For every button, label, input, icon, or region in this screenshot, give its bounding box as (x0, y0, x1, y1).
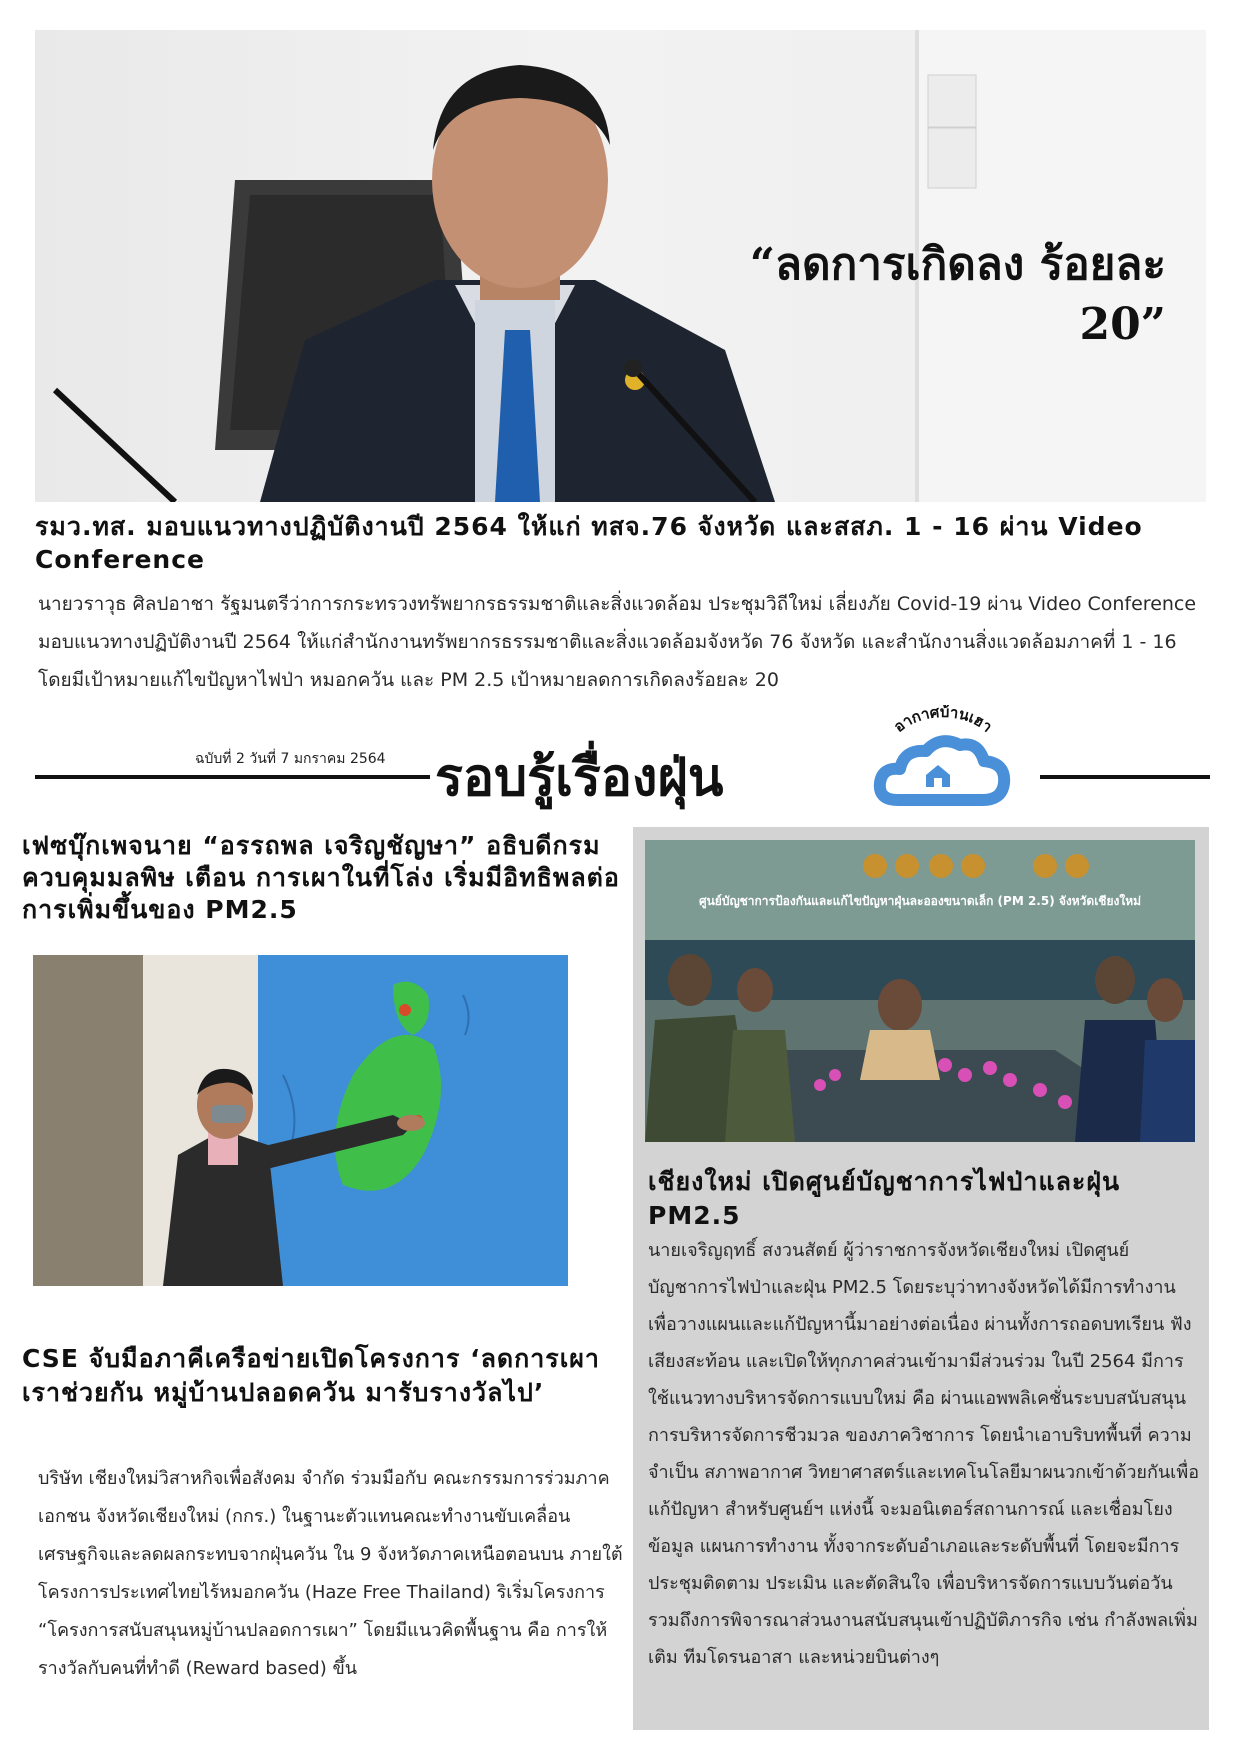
svg-text:อากาศบ้านเฮา (890, 705, 996, 736)
cse-story-headline: CSE จับมือภาคีเครือข่ายเปิดโครงการ ‘ลดการเผาเราช่วยกัน หมู่บ้านปลอดควัน มารับรางวัลไป’ (22, 1344, 600, 1407)
logo-arc-text: อากาศบ้านเฮา (890, 705, 996, 736)
issue-date: ฉบับที่ 2 วันที่ 7 มกราคม 2564 (195, 751, 386, 767)
cse-story-body: บริษัท เชียงใหม่วิสาหกิจเพื่อสังคม จำกัด ร่วมมือกับ คณะกรรมการร่วมภาคเอกชน จังหวัดเชียงใหม่ (กกร.) ในฐานะตัวแทนคณะทำงานขับเคลื่อนเศรษฐกิจและลดผลกระทบจากฝุ่นควัน ใน 9 จังหวัดภาคเหนือตอนบน ภายใต้โครงการประเทศไทยไร้หมอกควัน (Haze Free Thailand) ริเริ่มโครงการ “โครงการสนับสนุนหมู่บ้านปลอดการเผา” โดยมีแนวคิดพื้นฐาน คือ การให้รางวัลกับคนที่ทำดี (Reward based) ขึ้น (38, 1468, 623, 1679)
masthead-title: รอบรู้เรื่องฝุ่น (435, 747, 724, 808)
masthead-rule-left (35, 775, 430, 779)
meeting-illustration (645, 840, 1195, 1142)
lead-headline: รมว.ทส. มอบแนวทางปฏิบัติงานปี 2564 ให้แก่ ทสจ.76 จังหวัด และสสภ. 1 - 16 ผ่าน Video Conference (35, 512, 1143, 574)
hero-quote: “ลดการเกิดลง ร้อยละ 20” (749, 239, 1166, 350)
lead-body: นายวราวุธ ศิลปอาชา รัฐมนตรีว่าการกระทรวงทรัพยากรธรรมชาติและสิ่งแวดล้อม ประชุมวิถีใหม่ เลี่ยงภัย Covid-19 ผ่าน Video Conference มอบแนวทางปฏิบัติงานปี 2564 ให้แก่สำนักงานทรัพยากรธรรมชาติและสิ่งแวดล้อมจังหวัด 76 จังหวัด และสำนักงานสิ่งแวดล้อมภาคที่ 1 - 16 โดยมีเป้าหมายแก้ไขปัญหาไฟป่า หมอกควัน และ PM 2.5 เป้าหมายลดการเกิดลงร้อยละ 20 (38, 593, 1197, 691)
facebook-story-headline: เฟซบุ๊กเพจนาย “อรรถพล เจริญชัญษา” อธิบดีกรมควบคุมมลพิษ เตือน การเผาในที่โล่ง เริ่มมีอิทธิพลต่อการเพิ่มขึ้นของ PM2.5 (22, 831, 620, 924)
hero-photo (35, 30, 1206, 502)
chiangmai-story-headline: เชียงใหม่ เปิดศูนย์บัญชาการไฟป่าและฝุ่น PM2.5 (648, 1167, 1121, 1230)
chiangmai-story-body: นายเจริญฤทธิ์ สงวนสัตย์ ผู้ว่าราชการจังหวัดเชียงใหม่ เปิดศูนย์บัญชาการไฟป่าและฝุ่น PM2.5 โดยระบุว่าทางจังหวัดได้มีการทำงานเพื่อวางแผนและแก้ปัญหานี้มาอย่างต่อเนื่อง ผ่านทั้งการถอดบทเรียน ฟังเสียงสะท้อน และเปิดให้ทุกภาคส่วนเข้ามามีส่วนร่วม ในปี 2564 มีการใช้แนวทางบริหารจัดการแบบใหม่ คือ ผ่านแอพพลิเคชั่นระบบสนับสนุนการบริหารจัดการชีวมวล ของภาควิชาการ โดยนำเอาบริบทพื้นที่ ความจำเป็น สภาพอากาศ วิทยาศาสตร์และเทคโนโลยีมาผนวกเข้าด้วยกันเพื่อแก้ปัญหา สำหรับศูนย์ฯ แห่งนี้ จะมอนิเตอร์สถานการณ์ และเชื่อมโยงข้อมูล แผนการทำงาน ทั้งจากระดับอำเภอและระดับพื้นที่ โดยจะมีการประชุมติดตาม ประเมิน และตัดสินใจ เพื่อบริหารจัดการแบบวันต่อวัน รวมถึงการพิจารณาส่วนงานสนับสนุนเข้าปฏิบัติภารกิจ เช่น กำลังพลเพิ่มเติม ทีมโดรนอาสา และหน่วยบินต่างๆ (648, 1240, 1200, 1668)
weather-map-illustration (33, 955, 600, 1286)
banner-text: ศูนย์บัญชาการป้องกันและแก้ไขปัญหาฝุ่นละอองขนาดเล็ก (PM 2.5) จังหวัดเชียงใหม่ (698, 894, 1142, 908)
masthead-rule-right (1040, 775, 1210, 779)
command-center-photo (645, 840, 1195, 1142)
cloud-house-icon (868, 705, 1018, 815)
map-briefing-photo (33, 955, 600, 1286)
cloud-home-logo (868, 705, 1018, 815)
